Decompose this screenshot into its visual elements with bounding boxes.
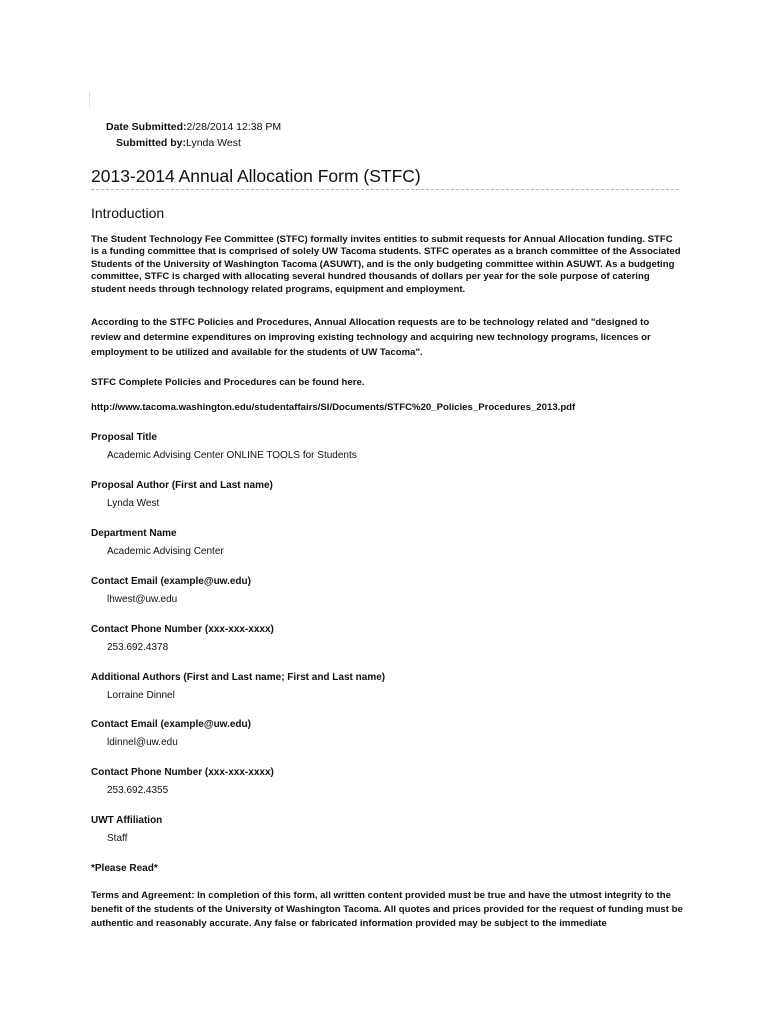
field-proposal-author: [91, 479, 691, 511]
submitted-by-value: Lynda West: [186, 137, 241, 149]
field-label: Department Name: [91, 528, 177, 539]
field-contact-phone: [91, 623, 691, 655]
scan-margin-mark: [89, 92, 91, 108]
field-label: Contact Phone Number (xxx-xxx-xxxx): [91, 624, 274, 635]
field-label: UWT Affiliation: [91, 815, 163, 826]
field-additional-contact-phone: [91, 766, 691, 798]
field-value: 253.692.4355: [107, 785, 169, 796]
field-value: Lynda West: [107, 498, 160, 509]
submission-info: [106, 119, 281, 151]
field-department-name: [91, 527, 691, 559]
field-additional-contact-email: [91, 718, 691, 750]
field-label: Contact Email (example@uw.edu): [91, 576, 251, 587]
field-value: ldinnel@uw.edu: [107, 737, 178, 748]
form-title: 2013-2014 Annual Allocation Form (STFC): [91, 165, 679, 190]
submitted-by-label: Submitted by:: [116, 137, 186, 149]
intro-paragraph-2: According to the STFC Policies and Procedures, Annual Allocation requests are to be technology related and "designed to review and determine expenditures on improving existing technology and acquiring new technology programs, licences or employment to be utilized and available for the students of UW Tacoma".: [91, 317, 651, 359]
field-value: Academic Advising Center: [107, 546, 224, 557]
field-value: 253.692.4378: [107, 642, 169, 653]
field-value: Academic Advising Center ONLINE TOOLS for Students: [107, 450, 357, 461]
field-label: Contact Phone Number (xxx-xxx-xxxx): [91, 767, 274, 778]
field-label: Additional Authors (First and Last name; First and Last name): [91, 672, 386, 683]
policies-url[interactable]: http://www.tacoma.washington.edu/studentaffairs/SI/Documents/STFC%20_Policies_Procedures_2013.pdf: [91, 402, 576, 413]
field-value: Staff: [107, 833, 128, 844]
intro-paragraph-1: The Student Technology Fee Committee (STFC) formally invites entities to submit requests for Annual Allocation funding. STFC is a funding committee that is comprised of solely UW Tacoma students. STFC operates as a branch committee of the Associated Students of the University of Washington Tacoma (ASUWT), and is the only budgeting committee within ASUWT. As a budgeting committee, STFC is charged with allocating several hundred thousands of dollars per year for the sole purpose of catering student needs through technology related programs, equipment and employment.: [91, 234, 681, 295]
field-uwt-affiliation: [91, 814, 691, 846]
field-additional-authors: [91, 671, 691, 703]
field-label: Proposal Author (First and Last name): [91, 480, 273, 491]
date-submitted-label: Date Submitted:: [106, 121, 187, 133]
please-read-heading: *Please Read*: [91, 863, 158, 874]
date-submitted-value: 2/28/2014 12:38 PM: [186, 121, 282, 133]
field-value: lhwest@uw.edu: [107, 594, 178, 605]
field-label: Proposal Title: [91, 432, 157, 443]
date-submitted: [106, 119, 281, 135]
terms-and-agreement: Terms and Agreement: In completion of this form, all written content provided must be true and have the utmost integrity to the benefit of the students of the University of Washington Tacoma. All quotes and prices provided for the request of funding must be authentic and reasonably accurate. Any false or fabricated information provided may be subject to the immediate: [91, 890, 683, 929]
field-value: Lorraine Dinnel: [107, 690, 175, 701]
policies-note: STFC Complete Policies and Procedures can be found here.: [91, 377, 365, 388]
field-proposal-title: [91, 431, 691, 463]
field-label: Contact Email (example@uw.edu): [91, 719, 251, 730]
submitted-by: [106, 135, 281, 151]
field-contact-email: [91, 575, 691, 607]
introduction-heading: Introduction: [91, 205, 165, 221]
